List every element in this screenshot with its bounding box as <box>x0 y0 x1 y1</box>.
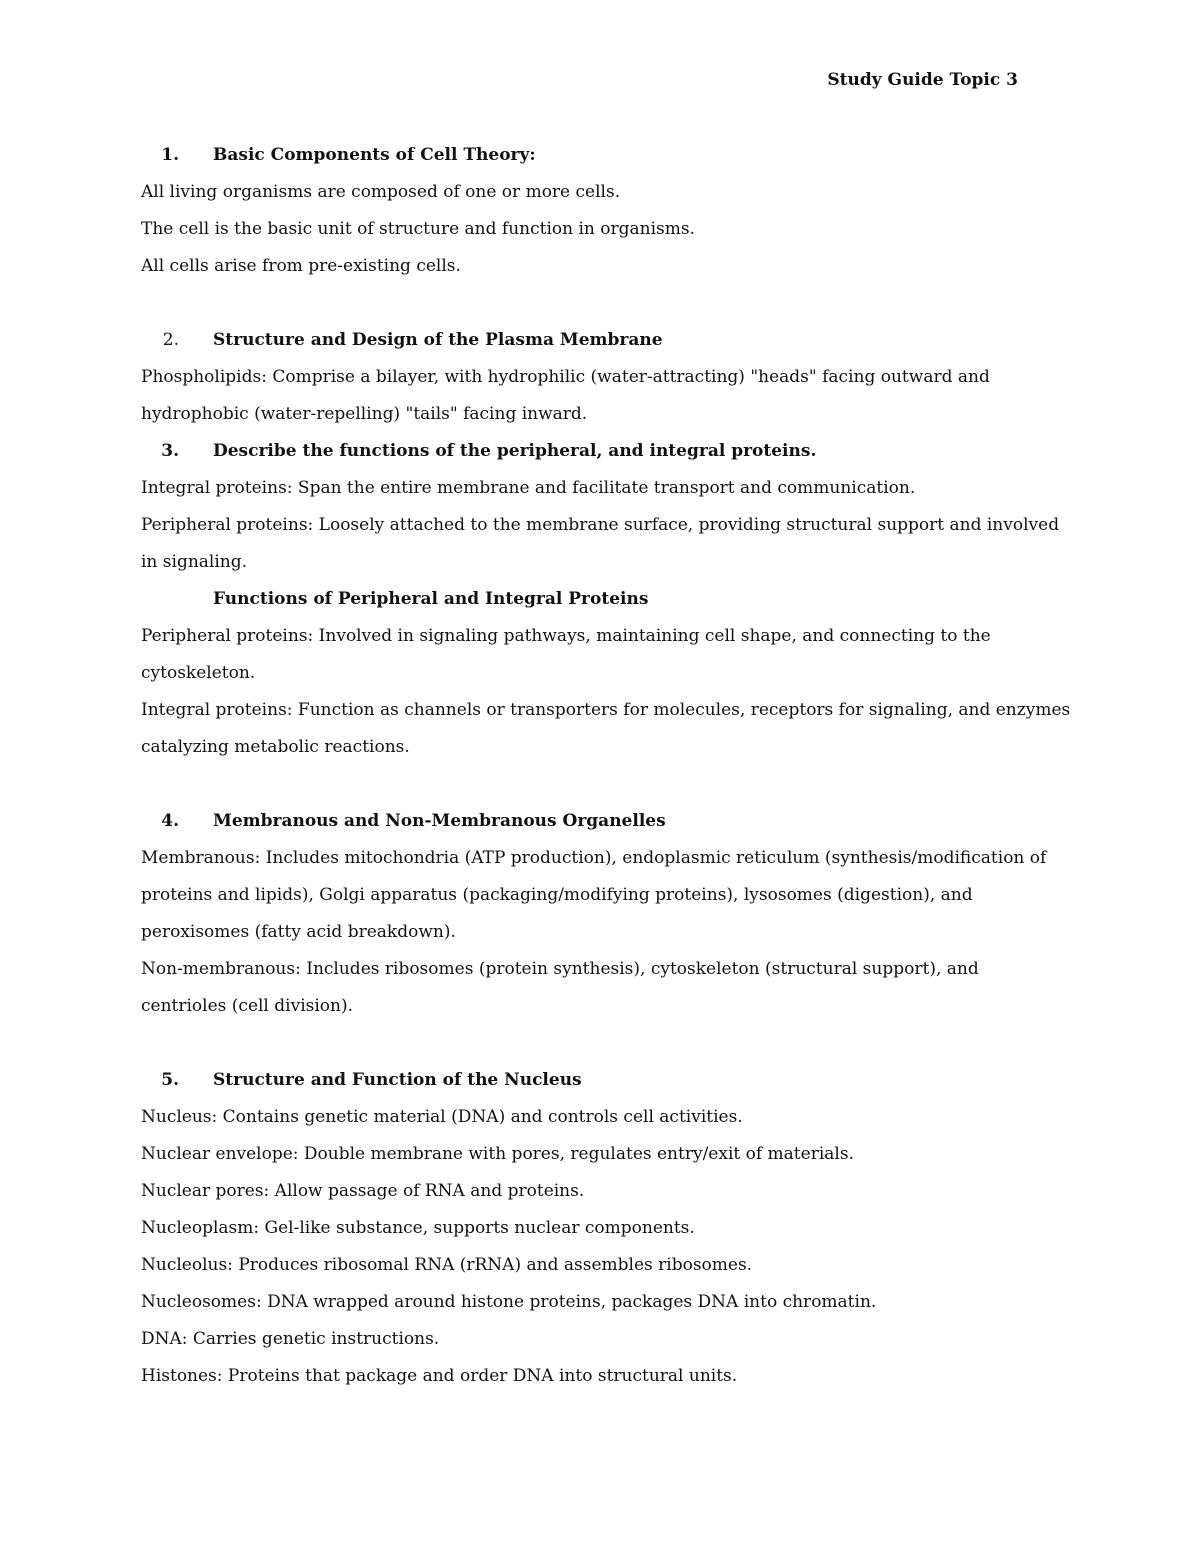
blank-line <box>141 285 1066 322</box>
document-body <box>141 137 1071 1395</box>
paragraph-line: centrioles (cell division). <box>141 996 354 1016</box>
section-3-heading <box>141 433 1066 470</box>
paragraph-line: proteins and lipids), Golgi apparatus (packaging/modifying proteins), lysosomes (digestion), and <box>141 885 973 905</box>
paragraph-line: Peripheral proteins: Loosely attached to the membrane surface, providing structural support and involved <box>141 515 1060 535</box>
paragraph-line: Nucleus: Contains genetic material (DNA) and controls cell activities. <box>141 1107 743 1127</box>
paragraph-line: All cells arise from pre-existing cells. <box>141 256 461 276</box>
paragraph-line: Nucleolus: Produces ribosomal RNA (rRNA) and assembles ribosomes. <box>141 1255 753 1275</box>
section-number: 2. <box>162 330 179 350</box>
paragraph-line: catalyzing metabolic reactions. <box>141 737 410 757</box>
paragraph-line: Nucleoplasm: Gel-like substance, supports nuclear components. <box>141 1218 695 1238</box>
paragraph-line: DNA: Carries genetic instructions. <box>141 1329 440 1349</box>
section-4-heading <box>141 803 1066 840</box>
section-number: 1. <box>161 145 179 165</box>
paragraph-line: peroxisomes (fatty acid breakdown). <box>141 922 456 942</box>
section-title: Structure and Design of the Plasma Membrane <box>213 330 663 350</box>
paragraph-line: Nuclear envelope: Double membrane with pores, regulates entry/exit of materials. <box>141 1144 854 1164</box>
section-number: 3. <box>161 441 179 461</box>
section-number: 5. <box>161 1070 179 1090</box>
section-5-heading <box>141 1062 1066 1099</box>
subsection-heading: Functions of Peripheral and Integral Proteins <box>213 589 649 609</box>
paragraph-line: The cell is the basic unit of structure and function in organisms. <box>141 219 696 239</box>
section-title: Structure and Function of the Nucleus <box>213 1070 582 1090</box>
section-2-heading <box>141 322 1066 359</box>
paragraph-line: Phospholipids: Comprise a bilayer, with hydrophilic (water-attracting) "heads" facing outward and <box>141 367 990 387</box>
paragraph-line: Non-membranous: Includes ribosomes (protein synthesis), cytoskeleton (structural support), and <box>141 959 979 979</box>
paragraph-line: in signaling. <box>141 552 248 572</box>
blank-line <box>141 766 1066 803</box>
section-title: Membranous and Non-Membranous Organelles <box>213 811 666 831</box>
paragraph-line: cytoskeleton. <box>141 663 256 683</box>
paragraph-line: Membranous: Includes mitochondria (ATP production), endoplasmic reticulum (synthesis/modification of <box>141 848 1047 868</box>
paragraph-line: Integral proteins: Span the entire membrane and facilitate transport and communication. <box>141 478 916 498</box>
paragraph-line: Nuclear pores: Allow passage of RNA and proteins. <box>141 1181 585 1201</box>
paragraph-line: Integral proteins: Function as channels or transporters for molecules, receptors for signaling, and enzymes <box>141 700 1071 720</box>
page-header: Study Guide Topic 3 <box>827 70 1018 90</box>
blank-line <box>141 1025 1066 1062</box>
paragraph-line: hydrophobic (water-repelling) "tails" facing inward. <box>141 404 588 424</box>
paragraph-line: All living organisms are composed of one or more cells. <box>141 182 621 202</box>
section-number: 4. <box>161 811 179 831</box>
section-1-heading <box>141 137 1066 174</box>
paragraph-line: Nucleosomes: DNA wrapped around histone proteins, packages DNA into chromatin. <box>141 1292 877 1312</box>
paragraph-line: Histones: Proteins that package and order DNA into structural units. <box>141 1366 738 1386</box>
section-title: Basic Components of Cell Theory: <box>213 145 536 165</box>
paragraph-line: Peripheral proteins: Involved in signaling pathways, maintaining cell shape, and connecting to the <box>141 626 991 646</box>
section-title: Describe the functions of the peripheral, and integral proteins. <box>213 441 817 461</box>
